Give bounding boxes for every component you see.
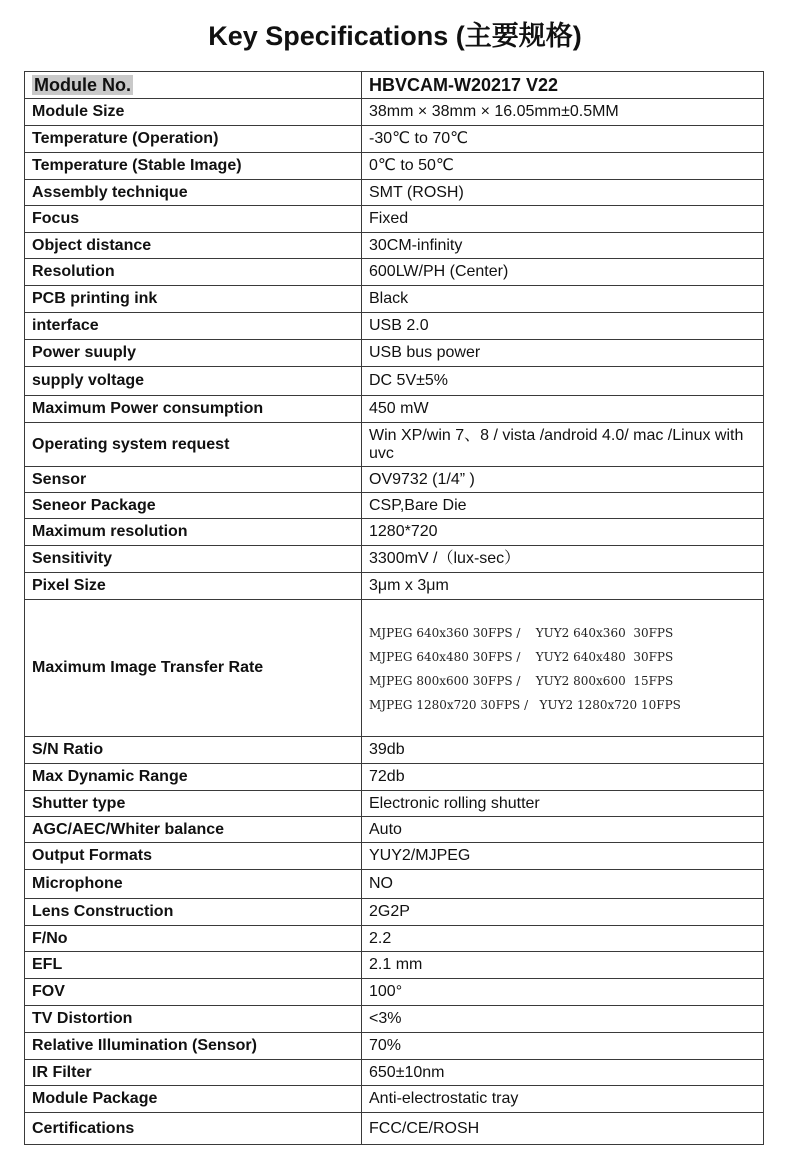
transfer-rate-row bbox=[25, 600, 764, 737]
spec-value: 2G2P bbox=[362, 899, 764, 926]
spec-value: 38mm × 38mm × 16.05mm±0.5MM bbox=[362, 99, 764, 126]
spec-table bbox=[24, 71, 764, 1145]
spec-row bbox=[25, 870, 764, 899]
spec-row bbox=[25, 899, 764, 926]
spec-label: supply voltage bbox=[25, 367, 362, 396]
spec-label: Sensitivity bbox=[25, 546, 362, 573]
spec-label: Temperature (Stable Image) bbox=[25, 153, 362, 180]
spec-value: Fixed bbox=[362, 206, 764, 233]
spec-value: -30℃ to 70℃ bbox=[362, 126, 764, 153]
transfer-rate-line: MJPEG 1280x720 30FPS / YUY2 1280x720 10FPS bbox=[369, 698, 681, 712]
spec-value: Win XP/win 7、8 / vista /android 4.0/ mac /Linux with uvc bbox=[362, 423, 764, 467]
spec-label: Assembly technique bbox=[25, 180, 362, 206]
spec-row bbox=[25, 952, 764, 979]
spec-value: DC 5V±5% bbox=[362, 367, 764, 396]
spec-value: 72db bbox=[362, 764, 764, 791]
spec-value: 450 mW bbox=[362, 396, 764, 423]
spec-value: YUY2/MJPEG bbox=[362, 843, 764, 870]
spec-row bbox=[25, 764, 764, 791]
spec-value: 70% bbox=[362, 1033, 764, 1060]
spec-label: IR Filter bbox=[25, 1060, 362, 1086]
spec-row bbox=[25, 1086, 764, 1113]
page-title: Key Specifications (主要规格) bbox=[208, 21, 582, 51]
spec-row bbox=[25, 153, 764, 180]
spec-row bbox=[25, 99, 764, 126]
spec-label: FOV bbox=[25, 979, 362, 1006]
spec-value: USB 2.0 bbox=[362, 313, 764, 340]
spec-row bbox=[25, 926, 764, 952]
spec-value: CSP,Bare Die bbox=[362, 493, 764, 519]
spec-label: Maximum Power consumption bbox=[25, 396, 362, 423]
transfer-rate-line: MJPEG 640x480 30FPS / YUY2 640x480 30FPS bbox=[369, 650, 674, 664]
spec-row bbox=[25, 259, 764, 286]
spec-value: 30CM-infinity bbox=[362, 233, 764, 259]
spec-label: Shutter type bbox=[25, 791, 362, 817]
spec-label: Maximum resolution bbox=[25, 519, 362, 546]
spec-label: Certifications bbox=[25, 1113, 362, 1145]
spec-label: Max Dynamic Range bbox=[25, 764, 362, 791]
transfer-rate-line: MJPEG 640x360 30FPS / YUY2 640x360 30FPS bbox=[369, 626, 674, 640]
spec-label: TV Distortion bbox=[25, 1006, 362, 1033]
spec-label: Relative Illumination (Sensor) bbox=[25, 1033, 362, 1060]
spec-label: Microphone bbox=[25, 870, 362, 899]
spec-label: AGC/AEC/Whiter balance bbox=[25, 817, 362, 843]
spec-row bbox=[25, 791, 764, 817]
spec-value: 2.1 mm bbox=[362, 952, 764, 979]
spec-label: interface bbox=[25, 313, 362, 340]
spec-row bbox=[25, 843, 764, 870]
spec-value: 2.2 bbox=[362, 926, 764, 952]
spec-row bbox=[25, 546, 764, 573]
spec-label: Resolution bbox=[25, 259, 362, 286]
spec-row bbox=[25, 979, 764, 1006]
spec-row bbox=[25, 1006, 764, 1033]
spec-label: S/N Ratio bbox=[25, 737, 362, 764]
spec-label: EFL bbox=[25, 952, 362, 979]
spec-value: 3300mV /（lux-sec） bbox=[362, 546, 764, 573]
spec-label: Temperature (Operation) bbox=[25, 126, 362, 153]
spec-row bbox=[25, 126, 764, 153]
header-row bbox=[25, 72, 764, 99]
transfer-rate-values bbox=[362, 600, 764, 737]
spec-value: 39db bbox=[362, 737, 764, 764]
spec-row bbox=[25, 1113, 764, 1145]
spec-row bbox=[25, 396, 764, 423]
spec-row bbox=[25, 1033, 764, 1060]
transfer-rate-line: MJPEG 800x600 30FPS / YUY2 800x600 15FPS bbox=[369, 674, 674, 688]
spec-row bbox=[25, 313, 764, 340]
spec-row bbox=[25, 519, 764, 546]
spec-value: Auto bbox=[362, 817, 764, 843]
spec-row bbox=[25, 573, 764, 600]
spec-value: 650±10nm bbox=[362, 1060, 764, 1086]
spec-value: Black bbox=[362, 286, 764, 313]
spec-value: SMT (ROSH) bbox=[362, 180, 764, 206]
header-label-cell bbox=[25, 72, 362, 99]
header-label: Module No. bbox=[34, 75, 131, 95]
spec-label: Module Package bbox=[25, 1086, 362, 1113]
spec-label: Seneor Package bbox=[25, 493, 362, 519]
spec-row bbox=[25, 493, 764, 519]
header-value: HBVCAM-W20217 V22 bbox=[362, 72, 764, 99]
spec-row bbox=[25, 1060, 764, 1086]
spec-label: Lens Construction bbox=[25, 899, 362, 926]
spec-label: F/No bbox=[25, 926, 362, 952]
spec-label: Pixel Size bbox=[25, 573, 362, 600]
spec-label: Focus bbox=[25, 206, 362, 233]
spec-row bbox=[25, 423, 764, 467]
spec-row bbox=[25, 206, 764, 233]
spec-label: Operating system request bbox=[25, 423, 362, 467]
spec-value: NO bbox=[362, 870, 764, 899]
spec-value: 0℃ to 50℃ bbox=[362, 153, 764, 180]
spec-row bbox=[25, 180, 764, 206]
spec-row bbox=[25, 233, 764, 259]
spec-value: <3% bbox=[362, 1006, 764, 1033]
spec-row bbox=[25, 340, 764, 367]
spec-label: Sensor bbox=[25, 467, 362, 493]
spec-value: USB bus power bbox=[362, 340, 764, 367]
spec-row bbox=[25, 817, 764, 843]
spec-label: Power suuply bbox=[25, 340, 362, 367]
spec-label: Object distance bbox=[25, 233, 362, 259]
spec-row bbox=[25, 737, 764, 764]
spec-label: Output Formats bbox=[25, 843, 362, 870]
spec-row bbox=[25, 367, 764, 396]
spec-value: Electronic rolling shutter bbox=[362, 791, 764, 817]
spec-value: 100° bbox=[362, 979, 764, 1006]
spec-row bbox=[25, 286, 764, 313]
spec-row bbox=[25, 467, 764, 493]
spec-value: 600LW/PH (Center) bbox=[362, 259, 764, 286]
spec-value: 3μm x 3μm bbox=[362, 573, 764, 600]
spec-value: OV9732 (1/4” ) bbox=[362, 467, 764, 493]
transfer-rate-label: Maximum Image Transfer Rate bbox=[25, 600, 362, 737]
spec-label: Module Size bbox=[25, 99, 362, 126]
spec-value: FCC/CE/ROSH bbox=[362, 1113, 764, 1145]
spec-value: Anti-electrostatic tray bbox=[362, 1086, 764, 1113]
spec-label: PCB printing ink bbox=[25, 286, 362, 313]
spec-value: 1280*720 bbox=[362, 519, 764, 546]
